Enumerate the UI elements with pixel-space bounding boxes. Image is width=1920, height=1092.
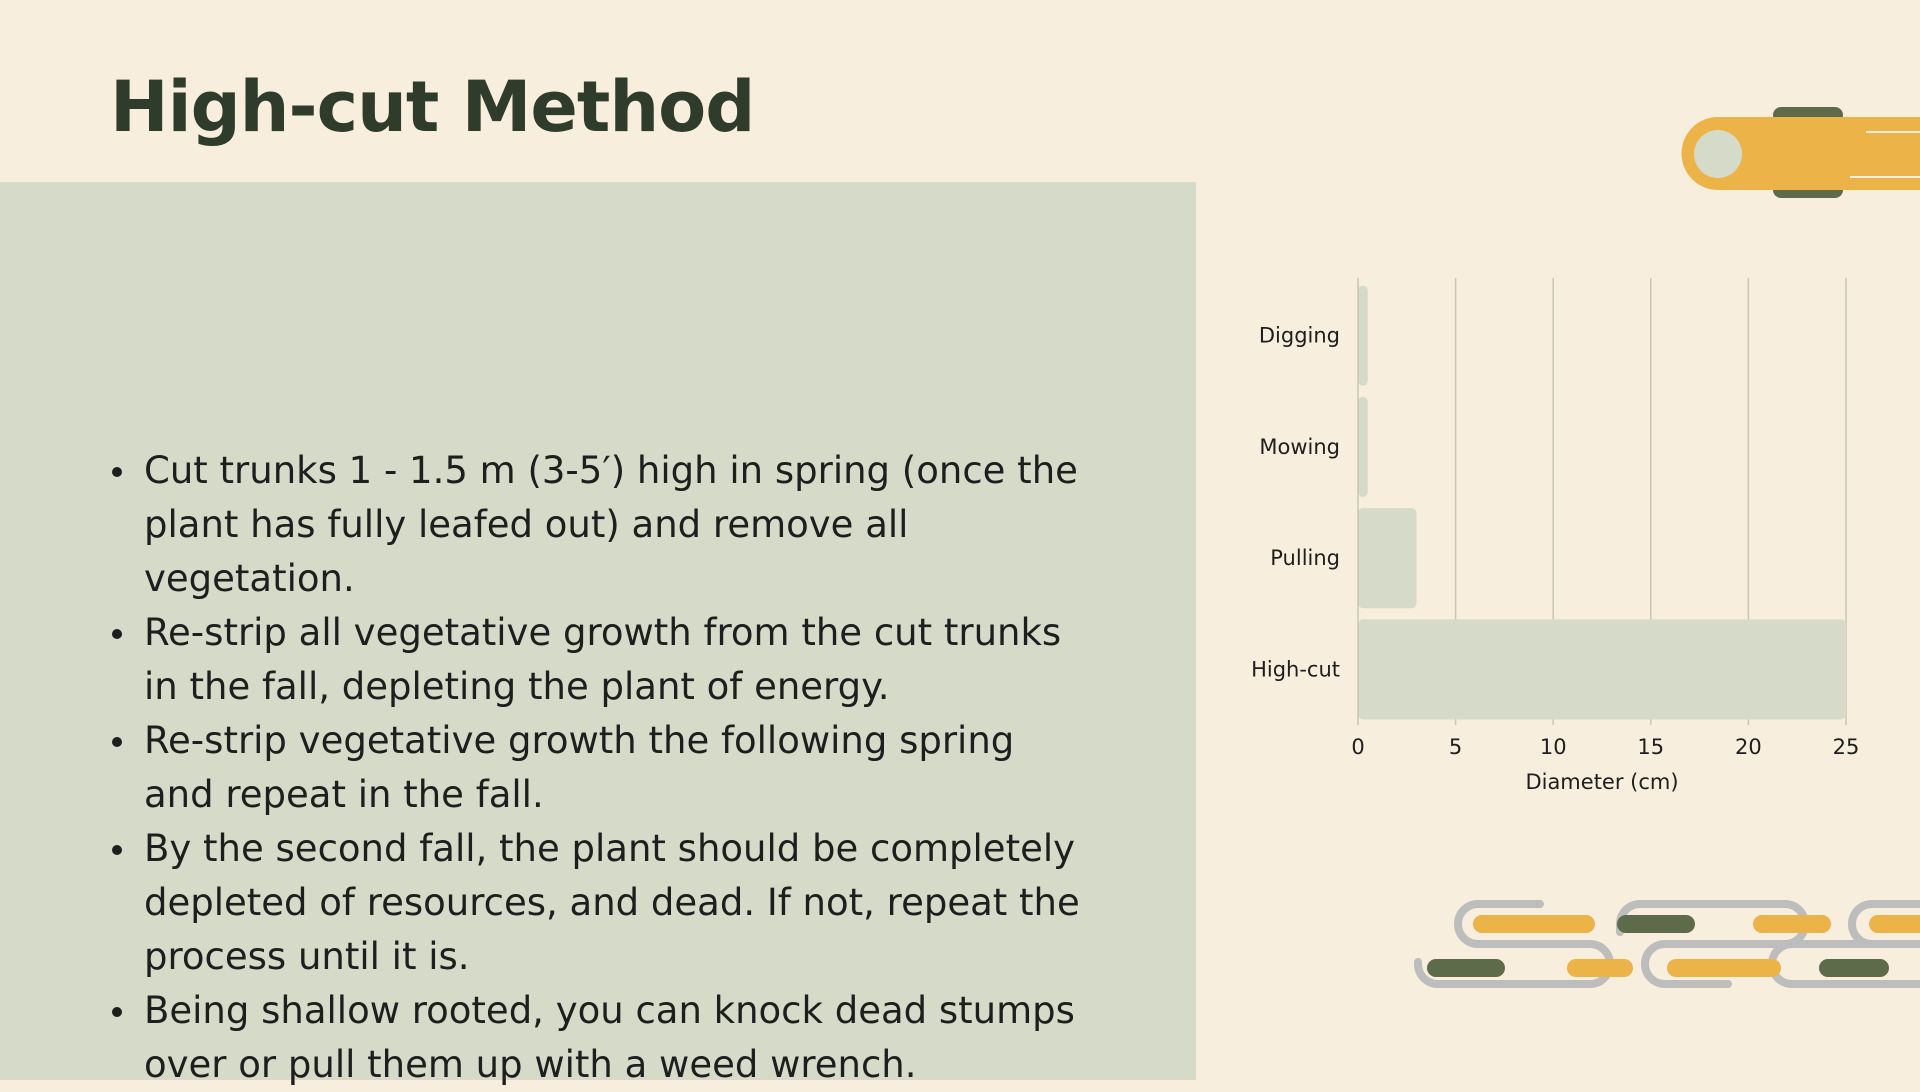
bullet-item: By the second fall, the plant should be completely depleted of resources, and dead. If not, repeat the process until it is. bbox=[110, 822, 1090, 984]
x-tick-label: 0 bbox=[1351, 735, 1365, 759]
chain-decoration bbox=[1410, 896, 1920, 996]
bullet-item: Re-strip all vegetative growth from the cut trunks in the fall, depleting the plant of energy. bbox=[110, 606, 1090, 714]
bar bbox=[1358, 286, 1368, 386]
category-label: Pulling bbox=[1270, 546, 1340, 571]
bar bbox=[1358, 619, 1846, 719]
bullet-item: Being shallow rooted, you can knock dead stumps over or pull them up with a weed wrench. bbox=[110, 984, 1090, 1092]
x-tick-label: 5 bbox=[1448, 735, 1463, 759]
diameter-bar-chart bbox=[1196, 270, 1920, 810]
x-axis-label: Diameter (cm) bbox=[1525, 770, 1679, 794]
bullet-item: Cut trunks 1 - 1.5 m (3-5′) high in spring (once the plant has fully leafed out) and remove all vegetation. bbox=[110, 444, 1090, 606]
text-panel bbox=[0, 182, 1196, 1086]
capsule-decoration bbox=[1680, 106, 1920, 201]
category-label: High-cut bbox=[1251, 657, 1340, 682]
x-tick-label: 15 bbox=[1637, 735, 1665, 759]
x-tick-label: 25 bbox=[1832, 735, 1860, 759]
bar bbox=[1358, 397, 1368, 497]
x-tick-label: 10 bbox=[1539, 735, 1567, 759]
bullet-item: Re-strip vegetative growth the following spring and repeat in the fall. bbox=[110, 714, 1090, 822]
bullet-list bbox=[110, 444, 1090, 1092]
category-label: Digging bbox=[1258, 323, 1340, 348]
slide-title: High-cut Method bbox=[110, 66, 755, 148]
bar bbox=[1358, 508, 1417, 608]
category-label: Mowing bbox=[1259, 434, 1340, 459]
x-tick-label: 20 bbox=[1735, 735, 1762, 759]
